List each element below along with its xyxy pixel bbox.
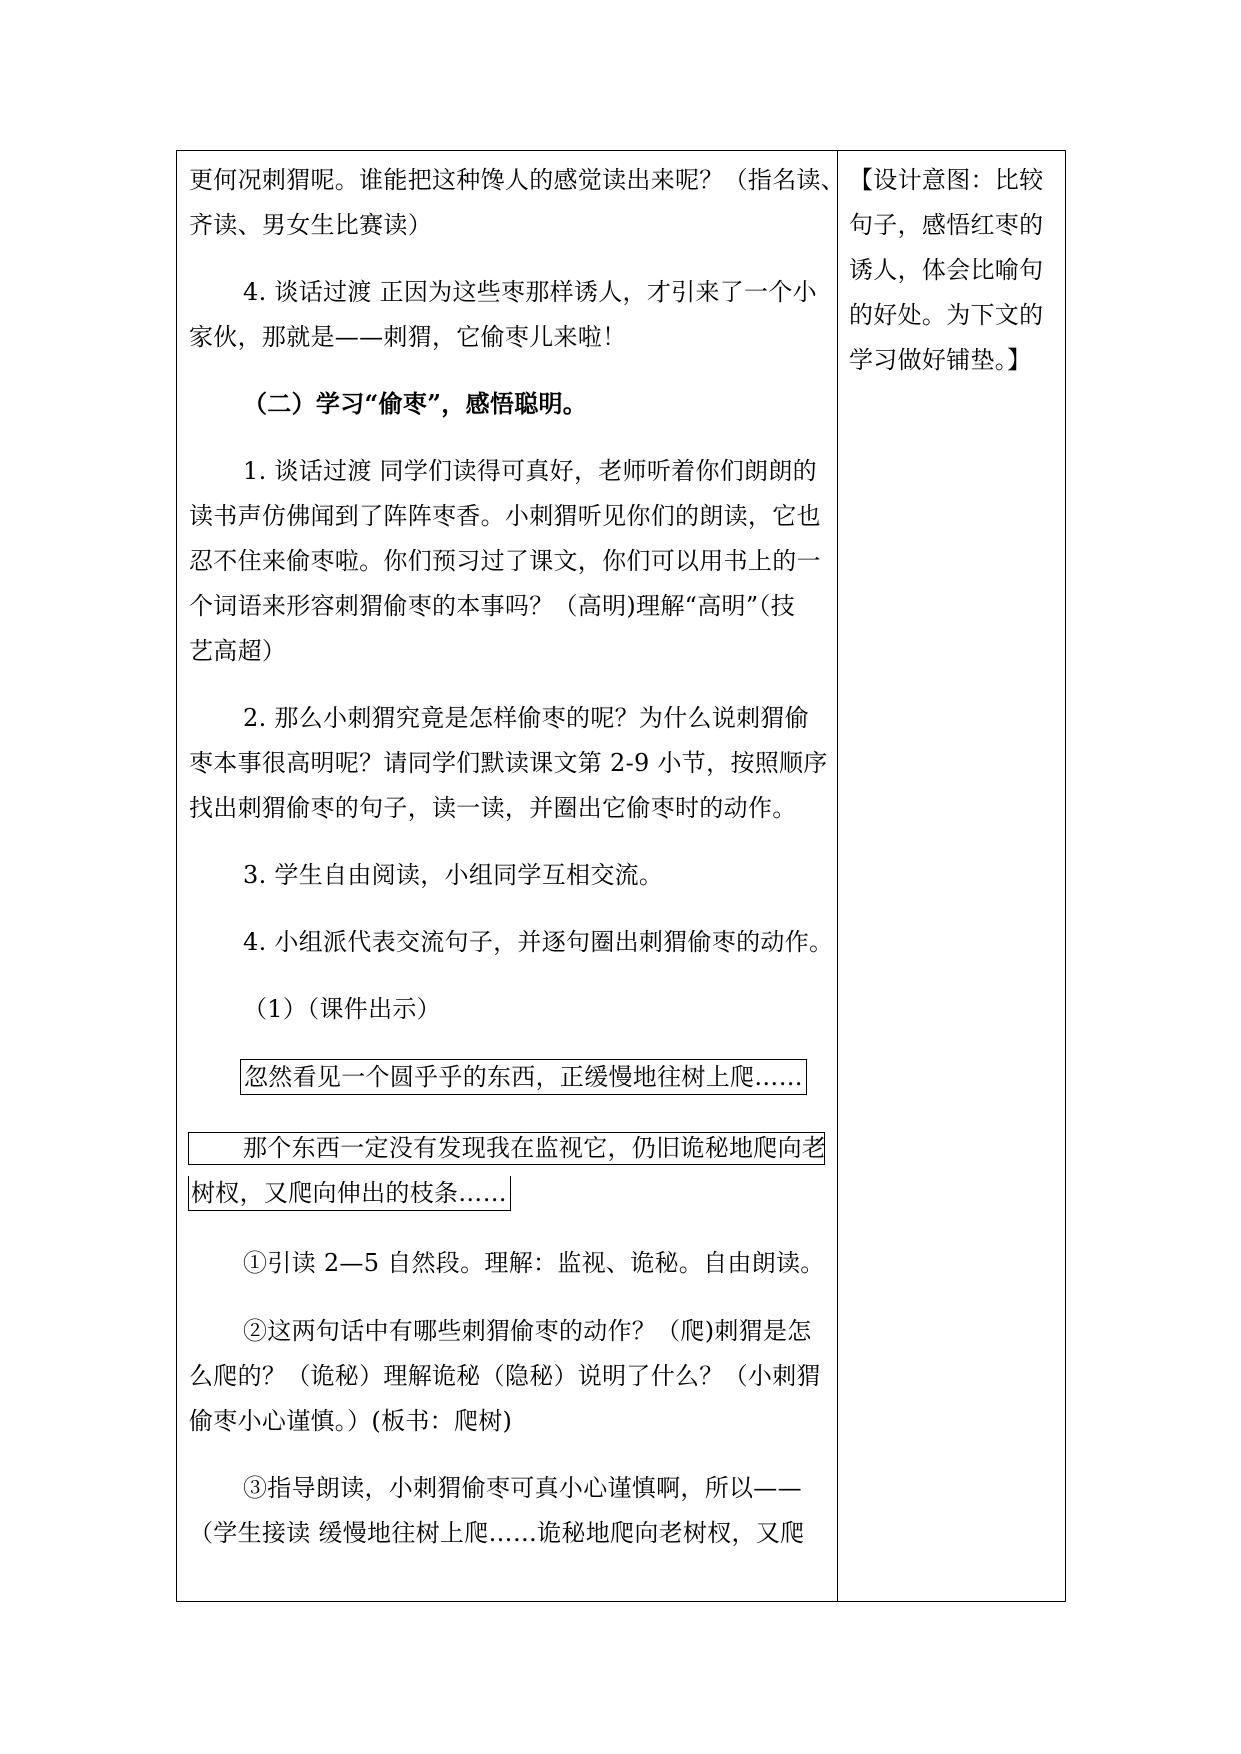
text-line: 忍不住来偷枣啦。你们预习过了课文，你们可以用书上的一 (189, 547, 821, 575)
design-intent-column (849, 151, 1059, 1601)
text-line: ②这两句话中有哪些刺猬偷枣的动作？（爬)刺猬是怎 (243, 1317, 812, 1345)
text-line: 1. 谈话过渡 同学们读得可真好，老师听着你们朗朗的 (243, 457, 817, 485)
text-line: 枣本事很高明呢？请同学们默读课文第 2-9 小节，按照顺序 (189, 749, 828, 777)
text-line: 读书声仿佛闻到了阵阵枣香。小刺猬听见你们的朗读，它也 (189, 502, 821, 530)
text-line: （学生接读 缓慢地往树上爬……诡秘地爬向老树杈，又爬 (189, 1519, 805, 1547)
quoted-sentence-box: 忽然看见一个圆乎乎的东西，正缓慢地往树上爬…… (240, 1059, 807, 1095)
text-line: 4. 小组派代表交流句子，并逐句圈出刺猬偷枣的动作。 (243, 928, 834, 956)
text-line: 个词语来形容刺猬偷枣的本事吗？（高明)理解“高明”（技 (189, 592, 796, 620)
lesson-content-column (189, 151, 846, 1601)
text-line: 艺高超） (189, 637, 287, 665)
text-line: 那个东西一定没有发现我在监视它，仍旧诡秘地爬向老 (243, 1134, 827, 1162)
design-intent-line: 的好处。为下文的 (849, 301, 1044, 329)
text-line: 家伙，那就是——刺猬，它偷枣儿来啦！ (189, 323, 627, 351)
text-line: 偷枣小心谨慎。）(板书：爬树) (189, 1407, 513, 1435)
text-line: 更何况刺猬呢。谁能把这种馋人的感觉读出来呢？（指名读、 (189, 166, 846, 194)
text-line: 找出刺猬偷枣的句子，读一读，并圈出它偷枣时的动作。 (189, 794, 797, 822)
section-heading: （二）学习“偷枣”，感悟聪明。 (243, 389, 588, 418)
text-line: 齐读、男女生比赛读） (189, 211, 432, 239)
design-intent-line: 学习做好铺垫。】 (849, 346, 1032, 374)
text-line: ③指导朗读，小刺猬偷枣可真小心谨慎啊，所以—— (243, 1474, 802, 1502)
text-line: 么爬的？（诡秘）理解诡秘（隐秘）说明了什么？（小刺猬 (189, 1362, 821, 1390)
text-line: ①引读 2—5 自然段。理解：监视、诡秘。自由朗读。 (243, 1249, 825, 1277)
lesson-plan-table (176, 150, 1066, 1602)
design-intent-line: 句子，感悟红枣的 (849, 211, 1044, 239)
design-intent-line: 【设计意图：比较 (849, 166, 1044, 194)
text-line: 树杈，又爬向伸出的枝条…… (188, 1176, 511, 1211)
text-line: 2. 那么小刺猬究竟是怎样偷枣的呢？为什么说刺猬偷 (243, 704, 810, 732)
design-intent-line: 诱人，体会比喻句 (849, 256, 1044, 284)
column-divider (837, 151, 838, 1601)
text-line: 3. 学生自由阅读，小组同学互相交流。 (243, 861, 664, 889)
courseware-heading: （1）（课件出示） (243, 995, 441, 1023)
text-line: 4. 谈话过渡 正因为这些枣那样诱人，才引来了一个小 (243, 278, 817, 306)
